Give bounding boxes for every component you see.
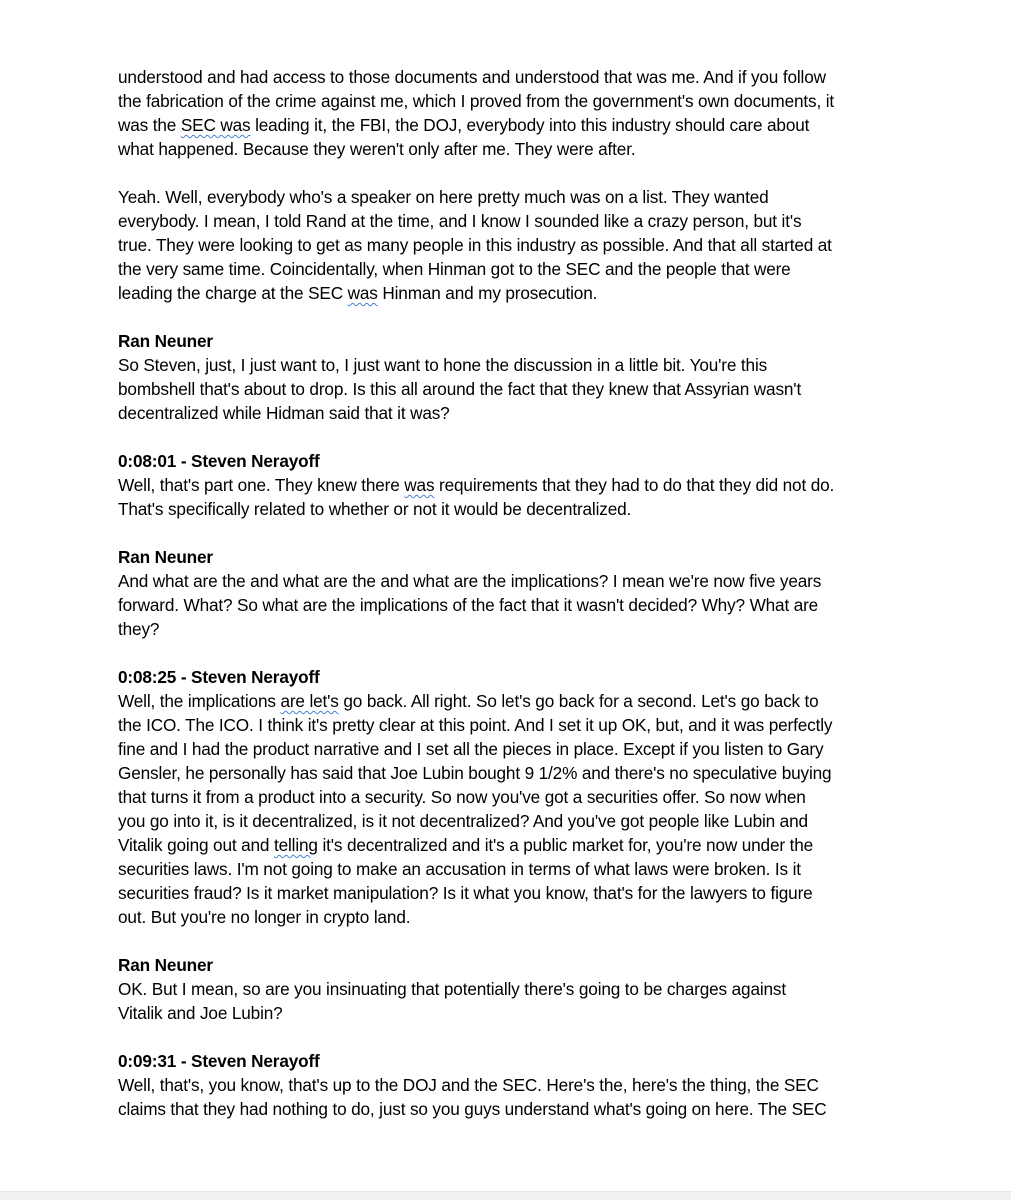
speaker-heading: 0:08:01 - Steven Nerayoff [118,451,320,471]
text-segment: the very same time. Coincidentally, when Hinman got to the SEC and the people that were [118,259,791,279]
speaker-heading: 0:09:31 - Steven Nerayoff [118,1051,320,1071]
text-segment: OK. But I mean, so are you insinuating that potentially there's going to be charges against [118,979,787,999]
text-segment: Hinman and my prosecution. [377,283,598,303]
text-segment: true. They were looking to get as many people in this industry as possible. And that all started at [118,235,832,255]
paragraph-spacer [118,305,918,329]
text-segment: out. But you're no longer in crypto land. [118,907,411,927]
transcript-block [118,665,918,929]
speaker-heading: Ran Neuner [118,955,213,975]
text-segment: requirements that they had to do that they did not do. [434,475,835,495]
transcript-block [118,545,918,641]
text-line [118,89,918,113]
text-line [118,401,918,425]
text-segment: Yeah. Well, everybody who's a speaker on here pretty much was on a list. They wanted [118,187,769,207]
spellcheck-flagged-text[interactable]: was [347,283,378,303]
text-line [118,761,918,785]
spellcheck-flagged-text[interactable]: was [404,475,435,495]
text-segment: securities laws. I'm not going to make an accusation in terms of what laws were broken. Is it [118,859,801,879]
text-line [118,737,918,761]
text-segment: it's decentralized and it's a public market for, you're now under the [317,835,814,855]
text-line [118,353,918,377]
spellcheck-flagged-text[interactable]: are let's [280,691,339,711]
text-line [118,1073,918,1097]
paragraph-spacer [118,161,918,185]
text-line [118,689,918,713]
text-segment: go back. All right. So let's go back for a second. Let's go back to [338,691,819,711]
text-line [118,1097,918,1121]
text-line [118,713,918,737]
text-segment: Well, the implications [118,691,281,711]
text-line [118,833,918,857]
text-segment: the ICO. The ICO. I think it's pretty clear at this point. And I set it up OK, but, and it was perfectly [118,715,833,735]
transcript-block [118,953,918,1025]
transcript-document [118,65,918,1121]
text-segment: Gensler, he personally has said that Joe Lubin bought 9 1/2% and there's no speculative buying [118,763,832,783]
text-segment: claims that they had nothing to do, just so you guys understand what's going on here. The SEC [118,1099,827,1119]
text-segment: that turns it from a product into a security. So now you've got a securities offer. So now when [118,787,806,807]
paragraph-spacer [118,521,918,545]
text-line [118,257,918,281]
text-segment: leading the charge at the SEC [118,283,348,303]
text-line [118,977,918,1001]
page-bottom-edge [0,1191,1011,1200]
text-segment: So Steven, just, I just want to, I just want to hone the discussion in a little bit. You're this [118,355,768,375]
paragraph-spacer [118,425,918,449]
text-segment: you go into it, is it decentralized, is it not decentralized? And you've got people like Lubin and [118,811,808,831]
text-line [118,281,918,305]
text-line [118,233,918,257]
text-segment: was the [118,115,181,135]
text-segment: the fabrication of the crime against me, which I proved from the government's own documents, it [118,91,835,111]
text-line [118,809,918,833]
text-segment: decentralized while Hidman said that it was? [118,403,450,423]
speaker-heading: 0:08:25 - Steven Nerayoff [118,667,320,687]
text-line [118,377,918,401]
text-line [118,497,918,521]
text-segment: And what are the and what are the and what are the implications? I mean we're now five years [118,571,822,591]
text-line [118,113,918,137]
transcript-block [118,329,918,425]
spellcheck-flagged-text[interactable]: telling [273,835,318,855]
text-segment: Vitalik going out and [118,835,274,855]
paragraph-spacer [118,1025,918,1049]
text-line [118,65,918,89]
text-segment: Well, that's, you know, that's up to the DOJ and the SEC. Here's the, here's the thing, the SEC [118,1075,819,1095]
text-segment: securities fraud? Is it market manipulation? Is it what you know, that's for the lawyers to figure [118,883,813,903]
text-segment: they? [118,619,160,639]
text-line [118,881,918,905]
text-segment: bombshell that's about to drop. Is this all around the fact that they knew that Assyrian wasn't [118,379,802,399]
transcript-block [118,185,918,305]
text-segment: That's specifically related to whether or not it would be decentralized. [118,499,632,519]
text-segment: leading it, the FBI, the DOJ, everybody into this industry should care about [250,115,810,135]
text-line [118,209,918,233]
text-segment: Well, that's part one. They knew there [118,475,405,495]
spellcheck-flagged-text[interactable]: SEC was [180,115,251,135]
text-line [118,569,918,593]
text-segment: what happened. Because they weren't only after me. They were after. [118,139,636,159]
text-line [118,617,918,641]
text-segment: Vitalik and Joe Lubin? [118,1003,283,1023]
text-segment: forward. What? So what are the implications of the fact that it wasn't decided? Why? What are [118,595,819,615]
text-line [118,137,918,161]
text-line [118,593,918,617]
speaker-heading: Ran Neuner [118,331,213,351]
text-line [118,185,918,209]
text-segment: everybody. I mean, I told Rand at the time, and I know I sounded like a crazy person, but it's [118,211,802,231]
text-segment: fine and I had the product narrative and I set all the pieces in place. Except if you listen to Gary [118,739,824,759]
text-line [118,785,918,809]
text-line [118,857,918,881]
transcript-block [118,449,918,521]
transcript-block [118,1049,918,1121]
transcript-block [118,65,918,161]
paragraph-spacer [118,929,918,953]
text-line [118,1001,918,1025]
text-line [118,473,918,497]
speaker-heading: Ran Neuner [118,547,213,567]
text-line [118,905,918,929]
paragraph-spacer [118,641,918,665]
text-segment: understood and had access to those documents and understood that was me. And if you follow [118,67,826,87]
